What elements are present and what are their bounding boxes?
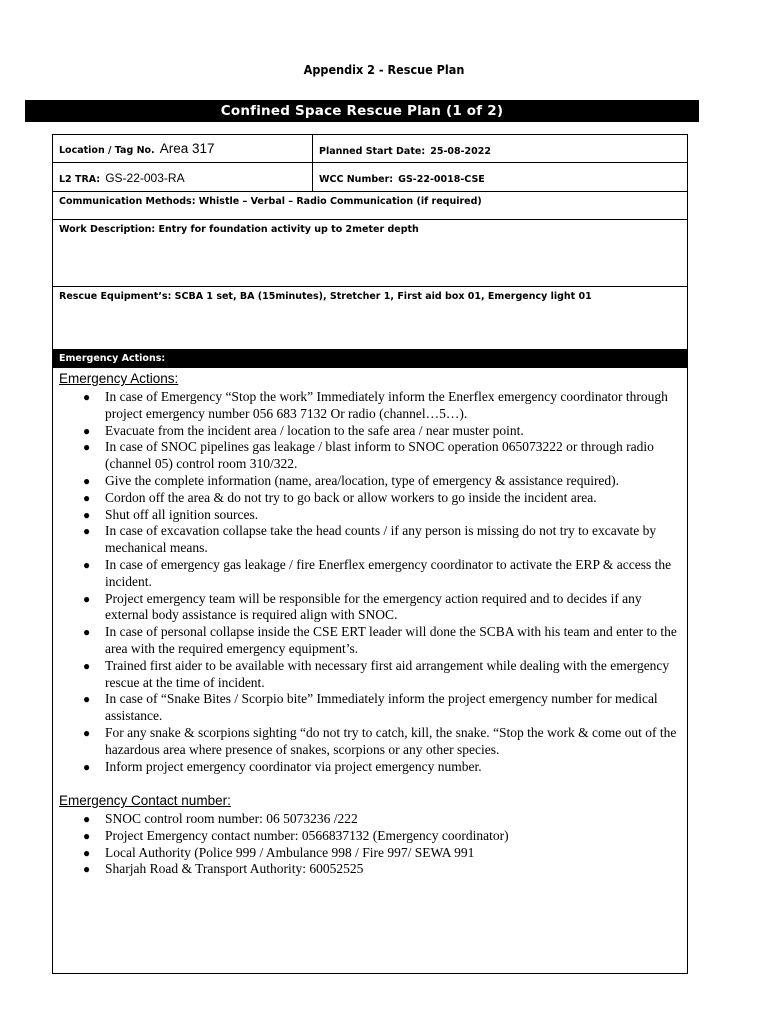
emergency-actions-list	[53, 389, 683, 775]
bullet-icon: ●	[83, 490, 91, 505]
emergency-action-item-text: Give the complete information (name, area/location, type of emergency & assistance required).	[105, 472, 620, 488]
emergency-action-item	[53, 490, 683, 507]
row-work-description	[53, 220, 687, 287]
bullet-icon: ●	[83, 725, 91, 740]
emergency-action-item	[53, 389, 683, 423]
emergency-action-item-text: Evacuate from the incident area / location to the safe area / near muster point.	[105, 422, 524, 438]
bullet-icon: ●	[83, 692, 91, 707]
rescue-equipment: Rescue Equipment’s: SCBA 1 set, BA (15minutes), Stretcher 1, First aid box 01, Emergency light 01	[59, 291, 592, 302]
bullet-icon: ●	[83, 828, 91, 843]
emergency-contact-item-text: Local Authority (Police 999 / Ambulance 998 / Fire 997/ SEWA 991	[105, 844, 475, 860]
emergency-contact-item-text: Sharjah Road & Transport Authority: 60052525	[105, 861, 364, 877]
emergency-action-item-text: Project emergency team will be responsible for the emergency action required and to decides if any external body assistance is required align with SNOC.	[105, 590, 642, 623]
bullet-icon: ●	[83, 591, 91, 606]
emergency-action-item-text: Trained first aider to be available with necessary first aid arrangement while dealing with the emergency rescue at the time of incident.	[105, 657, 670, 690]
emergency-action-item-text: In case of excavation collapse take the head counts / if any person is missing do not try to excavate by mechanical means.	[105, 523, 657, 556]
emergency-action-item	[53, 624, 683, 658]
bullet-icon: ●	[83, 557, 91, 572]
emergency-actions-header: Emergency Actions:	[53, 349, 687, 368]
emergency-action-item-text: In case of Emergency “Stop the work” Immediately inform the Enerflex emergency coordinator through project emergency number 056 683 7132 Or radio (channel…5…).	[105, 389, 668, 421]
row-communication	[53, 192, 687, 220]
emergency-action-item	[53, 473, 683, 490]
rescue-plan-form	[52, 134, 688, 974]
bullet-icon: ●	[83, 812, 91, 826]
bullet-icon: ●	[83, 625, 91, 640]
bullet-icon: ●	[83, 423, 91, 438]
emergency-contact-item	[53, 845, 683, 862]
emergency-action-item	[53, 439, 683, 473]
emergency-action-item	[53, 507, 683, 524]
emergency-contact-item	[53, 811, 683, 828]
start-date-label: Planned Start Date:	[319, 146, 426, 157]
bullet-icon: ●	[83, 507, 91, 522]
emergency-action-item	[53, 523, 683, 557]
bullet-icon: ●	[83, 473, 91, 488]
bullet-icon: ●	[83, 658, 91, 673]
tra-cell	[53, 163, 313, 191]
emergency-action-item	[53, 423, 683, 440]
emergency-action-item-text: In case of SNOC pipelines gas leakage / blast inform to SNOC operation 065073222 or through radio (channel 05) control room 310/322.	[105, 439, 654, 472]
communication-methods: Communication Methods: Whistle – Verbal – Radio Communication (if required)	[59, 196, 482, 207]
bullet-icon: ●	[83, 524, 91, 539]
bullet-icon: ●	[83, 440, 91, 455]
bullet-icon: ●	[83, 845, 91, 860]
bullet-icon: ●	[83, 862, 91, 877]
appendix-title: Appendix 2 - Rescue Plan	[303, 62, 465, 77]
emergency-action-item	[53, 691, 683, 725]
emergency-action-item	[53, 725, 683, 759]
work-description: Work Description: Entry for foundation activity up to 2meter depth	[59, 224, 419, 235]
bullet-icon: ●	[83, 759, 91, 774]
row-tra-wcc	[53, 163, 687, 192]
emergency-contact-item	[53, 828, 683, 845]
emergency-action-item	[53, 557, 683, 591]
location-cell	[53, 135, 313, 162]
wcc-cell	[313, 163, 687, 191]
tra-label: L2 TRA:	[59, 174, 101, 185]
tra-value: GS-22-003-RA	[105, 171, 185, 185]
wcc-label: WCC Number:	[319, 174, 394, 185]
row-location-start-date	[53, 135, 687, 163]
row-rescue-equipment	[53, 287, 687, 349]
start-date-value: 25-08-2022	[430, 146, 491, 157]
start-date-cell	[313, 135, 687, 162]
emergency-action-item-text: Shut off all ignition sources.	[105, 506, 259, 522]
emergency-action-item-text: Inform project emergency coordinator via project emergency number.	[105, 758, 482, 774]
emergency-action-item-text: For any snake & scorpions sighting “do not try to catch, kill, the snake. “Stop the work & come out of the hazardous area where presence of snakes, scorpions or any other species.	[105, 724, 677, 757]
emergency-action-item-text: In case of personal collapse inside the CSE ERT leader will done the SCBA with his team and enter to the area with the required emergency equipment’s.	[105, 624, 677, 656]
emergency-action-item	[53, 591, 683, 625]
emergency-contact-item-text: SNOC control room number: 06 5073236 /222	[105, 811, 358, 826]
emergency-action-item-text: Cordon off the area & do not try to go back or allow workers to go inside the incident area.	[105, 489, 597, 505]
emergency-action-item-text: In case of “Snake Bites / Scorpio bite” Immediately inform the project emergency number for medical assistance.	[105, 691, 658, 724]
emergency-action-item-text: In case of emergency gas leakage / fire Enerflex emergency coordinator to activate the ERP & access the incident.	[105, 556, 672, 589]
wcc-value: GS-22-0018-CSE	[398, 174, 485, 185]
emergency-contacts-list	[53, 811, 683, 878]
emergency-contact-item	[53, 861, 683, 878]
emergency-action-item	[53, 759, 683, 776]
emergency-actions-heading: Emergency Actions:	[59, 371, 179, 386]
emergency-contact-item-text: Project Emergency contact number: 0566837132 (Emergency coordinator)	[105, 827, 509, 843]
plan-title-banner: Confined Space Rescue Plan (1 of 2)	[25, 100, 699, 122]
location-label: Location / Tag No.	[59, 145, 155, 156]
bullet-icon: ●	[83, 390, 91, 404]
emergency-action-item	[53, 658, 683, 692]
location-value: Area 317	[159, 141, 215, 156]
emergency-contacts-heading: Emergency Contact number:	[59, 793, 231, 808]
